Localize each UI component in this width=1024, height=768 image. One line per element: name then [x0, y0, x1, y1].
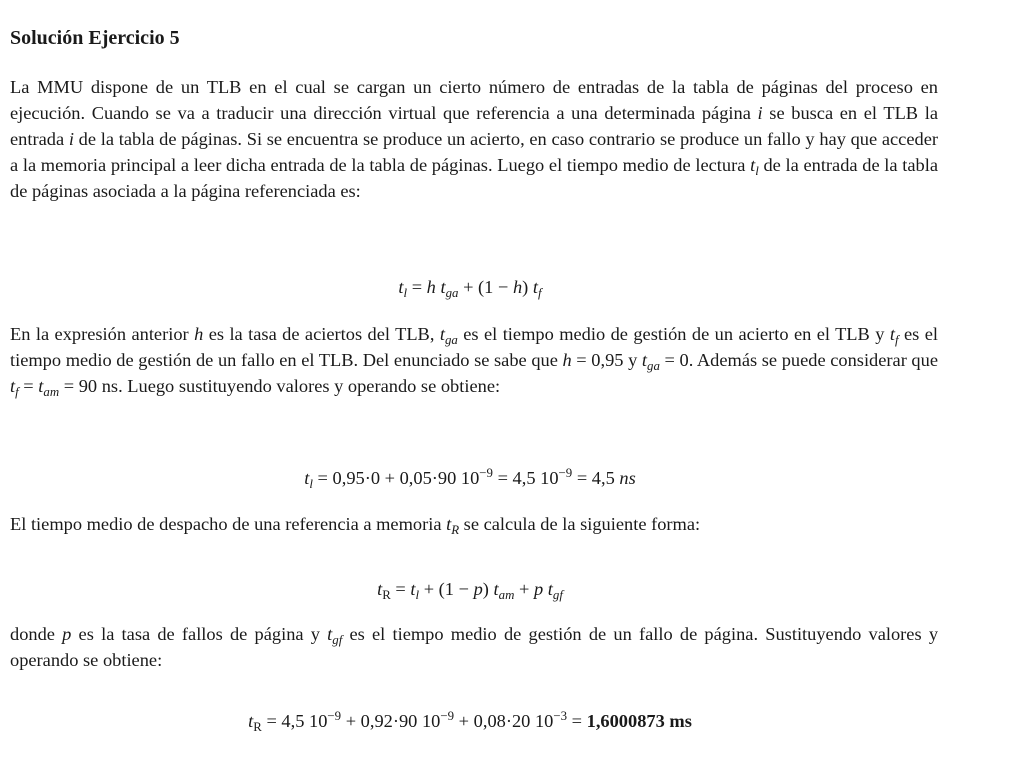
variable-t: t — [547, 579, 553, 599]
text-run: se calcula de la siguiente forma: — [459, 514, 701, 534]
variable-i: i — [68, 129, 74, 149]
variable-t: t — [38, 376, 44, 396]
exponent: −9 — [558, 465, 573, 480]
variable-i: i — [757, 103, 763, 123]
subscript: am — [43, 384, 60, 399]
operator: ) — [522, 277, 529, 297]
equation-text: + 0,92·90 10 — [341, 711, 441, 731]
subscript: f — [894, 332, 899, 347]
variable-t: t — [398, 277, 404, 297]
subscript: ga — [445, 285, 459, 300]
variable-t: t — [410, 579, 416, 599]
text-run: = — [18, 376, 39, 396]
text-run: es el tiempo medio de gestión de un fallo de página. Sustituyendo valores y operando se obtiene: — [10, 624, 939, 670]
operator: = — [407, 277, 427, 297]
operator: = — [567, 711, 587, 731]
subscript: l — [309, 476, 313, 491]
text-run: La MMU dispone de un TLB en el cual se cargan un cierto número de entradas de la tabla de páginas del proceso en ejecución. Cuando se va a traducir una dirección virtual que referencia a una determinada página — [10, 77, 938, 123]
variable-t: t — [439, 324, 445, 344]
operator: + (1 − — [458, 277, 513, 297]
text-run: = 0. Además se puede considerar que — [659, 350, 938, 370]
subscript: R — [451, 522, 460, 537]
subscript: gf — [332, 632, 343, 647]
variable-h: h — [426, 277, 436, 297]
final-result: 1,6000873 ms — [586, 711, 692, 731]
subscript: ga — [444, 332, 458, 347]
variable-t: t — [304, 468, 310, 488]
subscript: R — [253, 719, 262, 734]
equation-text: + 0,08·20 10 — [454, 711, 554, 731]
equation-text: = 4,5 10 — [261, 711, 328, 731]
exponent: −9 — [440, 708, 455, 723]
text-run: de la entrada de la tabla de páginas asociada a la página referenciada es: — [10, 155, 938, 201]
paragraph-tlb-intro — [10, 74, 938, 204]
text-run: de la tabla de páginas. Si se encuentra se produce un acierto, en caso contrario se produce un fallo y hay que acceder a la memoria principal a leer dicha entrada de la tabla de páginas. Luego el tiempo medio de lectura — [10, 129, 938, 175]
text-run: es el tiempo medio de gestión de un fallo en el TLB. Del enunciado se sabe que — [10, 324, 938, 370]
subscript: f — [538, 285, 542, 300]
text-run: = 90 ns. Luego sustituyendo valores y operando se obtiene: — [59, 376, 501, 396]
variable-t: t — [248, 711, 254, 731]
variable-h: h — [512, 277, 523, 297]
variable-h: h — [562, 350, 572, 370]
equation-text: = 4,5 — [572, 468, 620, 488]
text-run: = 0,95 y — [571, 350, 642, 370]
subscript: f — [15, 384, 19, 399]
exponent: −3 — [553, 708, 568, 723]
equation-tl — [0, 274, 940, 300]
subscript: am — [498, 587, 515, 602]
variable-t: t — [889, 324, 895, 344]
variable-t: t — [532, 277, 539, 297]
unit: ns — [619, 468, 636, 488]
text-run: es el tiempo medio de gestión de un acierto en el TLB y — [457, 324, 890, 344]
variable-t: t — [10, 376, 16, 396]
subscript: gf — [552, 587, 563, 602]
variable-t: t — [493, 579, 499, 599]
operator: ) — [482, 579, 489, 599]
variable-p: p — [533, 579, 544, 599]
text-run: En la expresión anterior — [10, 324, 195, 344]
subscript: ga — [647, 358, 660, 373]
variable-t: t — [377, 579, 383, 599]
equation-text: = 4,5 10 — [492, 468, 559, 488]
operator: + — [514, 579, 534, 599]
paragraph-variables — [10, 321, 938, 399]
variable-t: t — [750, 155, 756, 175]
variable-t: t — [440, 277, 446, 297]
operator: = — [390, 579, 411, 599]
variable-t: t — [641, 350, 648, 370]
subscript: R — [382, 587, 391, 602]
equation-tl-value — [0, 465, 940, 491]
subscript: l — [403, 285, 408, 300]
text-run: donde — [10, 624, 63, 644]
subscript: l — [755, 163, 759, 178]
operator: + (1 − — [419, 579, 474, 599]
variable-p: p — [62, 624, 72, 644]
variable-t: t — [327, 624, 333, 644]
variable-t: t — [446, 514, 452, 534]
exponent: −9 — [479, 465, 493, 480]
exponent: −9 — [327, 708, 342, 723]
paragraph-page-fault — [10, 621, 938, 673]
variable-p: p — [473, 579, 483, 599]
subscript: l — [415, 587, 420, 602]
equation-text: = 0,95·0 + 0,05·90 10 — [312, 468, 480, 488]
text-run: se busca en el TLB la entrada — [10, 103, 938, 149]
text-run: El tiempo medio de despacho de una referencia a memoria — [10, 514, 447, 534]
paragraph-tr-intro — [10, 511, 938, 537]
equation-tr — [0, 576, 940, 602]
text-run: es la tasa de aciertos del TLB, — [203, 324, 440, 344]
section-title: Solución Ejercicio 5 — [10, 27, 180, 49]
equation-tr-value — [0, 708, 940, 734]
variable-h: h — [194, 324, 204, 344]
text-run: es la tasa de fallos de página y — [71, 624, 328, 644]
